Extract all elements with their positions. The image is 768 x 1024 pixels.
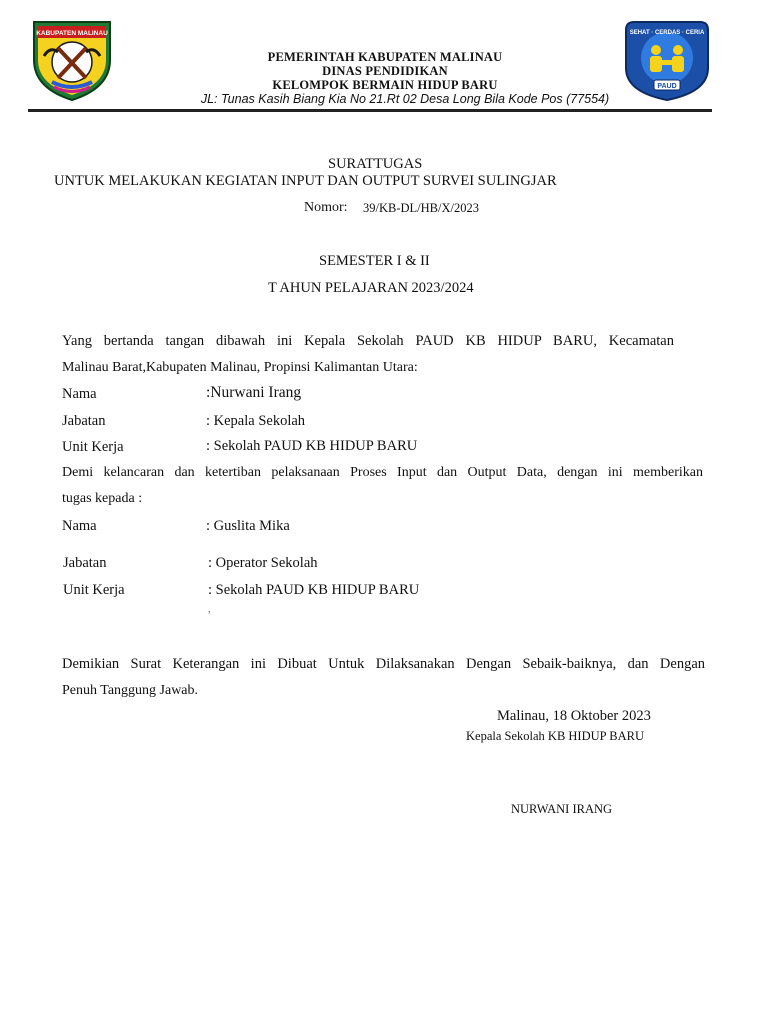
assignee-unit-value: : Sekolah PAUD KB HIDUP BARU xyxy=(208,582,420,598)
signer-jabatan-label: Jabatan xyxy=(62,413,106,429)
assignee-unit-label: Unit Kerja xyxy=(63,582,125,598)
letterhead-divider xyxy=(28,109,712,112)
kabupaten-malinau-logo xyxy=(28,16,116,102)
signer-unit-value: : Sekolah PAUD KB HIDUP BARU xyxy=(206,438,418,454)
signer-nama-label: Nama xyxy=(62,386,97,402)
signer-position: Kepala Sekolah KB HIDUP BARU xyxy=(466,729,644,743)
signer-jabatan-value: : Kepala Sekolah xyxy=(206,413,306,429)
signer-nama-value: :Nurwani Irang xyxy=(206,384,302,401)
nomor-label: Nomor: xyxy=(304,200,348,215)
assignee-jabatan-label: Jabatan xyxy=(63,555,107,571)
letterhead-line-3: KELOMPOK BERMAIN HIDUP BARU xyxy=(272,78,498,92)
stray-mark: , xyxy=(208,604,211,615)
assignee-jabatan-value: : Operator Sekolah xyxy=(208,555,318,571)
nomor-value: 39/KB-DL/HB/X/2023 xyxy=(363,201,479,215)
letterhead-line-1: PEMERINTAH KABUPATEN MALINAU xyxy=(267,50,503,64)
assignee-nama-value: : Guslita Mika xyxy=(206,518,290,534)
letterhead-line-2: DINAS PENDIDIKAN xyxy=(322,64,448,78)
demi-line-1: Demi kelancaran dan ketertiban pelaksanaan Proses Input dan Output Data, dengan ini memberikan xyxy=(62,465,703,480)
signer-name: NURWANI IRANG xyxy=(511,802,613,816)
right-logo-bottom-text: PAUD xyxy=(657,83,677,90)
left-logo-text: KABUPATEN MALINAU xyxy=(36,30,108,37)
demi-line-2: tugas kepada : xyxy=(62,491,143,506)
closing-line-1: Demikian Surat Keterangan ini Dibuat Untuk Dilaksanakan Dengan Sebaik-baiknya, dan Dengan xyxy=(62,656,705,672)
closing-line-2: Penuh Tanggung Jawab. xyxy=(62,683,199,698)
tahun-pelajaran-line: T AHUN PELAJARAN 2023/2024 xyxy=(268,280,474,296)
letterhead-address: JL: Tunas Kasih Biang Kia No 21.Rt 02 Desa Long Bila Kode Pos (77554) xyxy=(200,92,610,106)
letter-title: SURATTUGAS xyxy=(328,156,423,172)
place-date: Malinau, 18 Oktober 2023 xyxy=(497,708,651,724)
paud-logo xyxy=(624,18,710,102)
intro-line-1: Yang bertanda tangan dibawah ini Kepala Sekolah PAUD KB HIDUP BARU, Kecamatan xyxy=(62,333,674,349)
right-logo-top-text: SEHAT · CERDAS · CERIA xyxy=(629,30,705,36)
letter-subtitle: UNTUK MELAKUKAN KEGIATAN INPUT DAN OUTPUT SURVEI SULINGJAR xyxy=(54,173,557,189)
semester-line: SEMESTER I & II xyxy=(319,253,430,269)
intro-line-2: Malinau Barat,Kabupaten Malinau, Propinsi Kalimantan Utara: xyxy=(62,360,418,375)
assignee-nama-label: Nama xyxy=(62,518,97,534)
signer-unit-label: Unit Kerja xyxy=(62,439,124,455)
